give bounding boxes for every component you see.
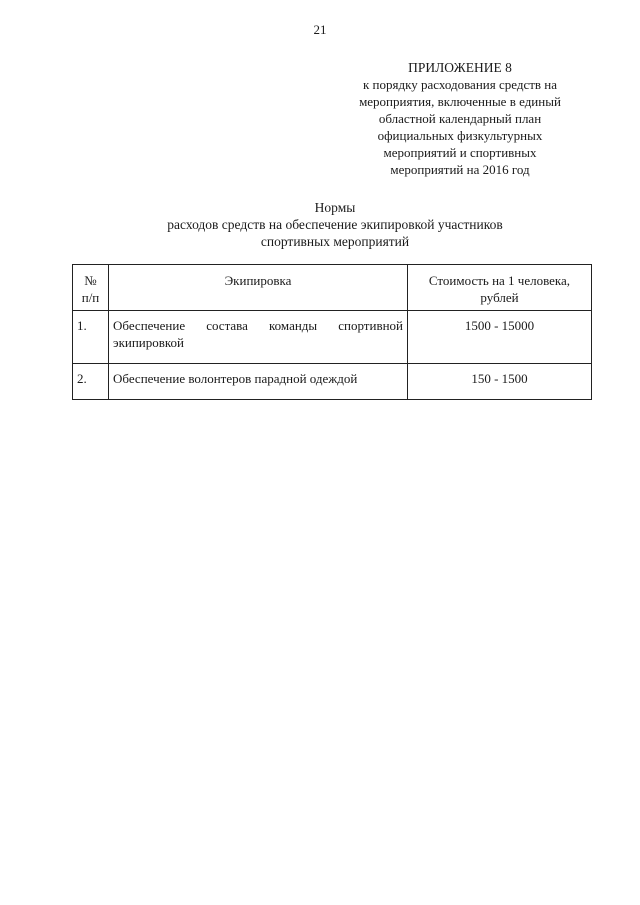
row-item: Обеспечение состава команды спортивной экипировкой — [109, 311, 408, 364]
row-number: 1. — [73, 311, 109, 364]
appendix-header — [325, 59, 595, 178]
header-cost — [408, 265, 592, 311]
table-row — [73, 364, 592, 400]
row-cost: 150 - 1500 — [408, 364, 592, 400]
row-cost: 1500 - 15000 — [408, 311, 592, 364]
appendix-line: мероприятий и спортивных — [383, 145, 537, 160]
page-number: 21 — [313, 22, 327, 37]
appendix-line: областной календарный план — [378, 111, 542, 126]
table-row — [73, 311, 592, 364]
title-subline: расходов средств на обеспечение экипировкой участников — [167, 217, 503, 232]
header-number-symbol: № — [84, 273, 97, 288]
appendix-line: официальных физкультурных — [377, 128, 543, 143]
appendix-line: мероприятий на 2016 год — [390, 162, 530, 177]
header-cost-line: рублей — [480, 290, 519, 305]
table-header-row — [73, 265, 592, 311]
header-item: Экипировка — [109, 265, 408, 311]
row-item: Обеспечение волонтеров парадной одеждой — [109, 364, 408, 400]
header-number — [73, 265, 109, 311]
title-subline: спортивных мероприятий — [260, 234, 410, 249]
appendix-line: мероприятия, включенные в единый — [359, 94, 561, 109]
document-title — [80, 199, 590, 250]
appendix-line: к порядку расходования средств на — [362, 77, 558, 92]
norms-table — [72, 264, 592, 400]
row-number: 2. — [73, 364, 109, 400]
appendix-title: ПРИЛОЖЕНИЕ 8 — [408, 60, 512, 75]
title-heading: Нормы — [314, 200, 356, 215]
header-number-label: п/п — [81, 290, 100, 305]
header-cost-line: Стоимость на 1 человека, — [428, 273, 571, 288]
